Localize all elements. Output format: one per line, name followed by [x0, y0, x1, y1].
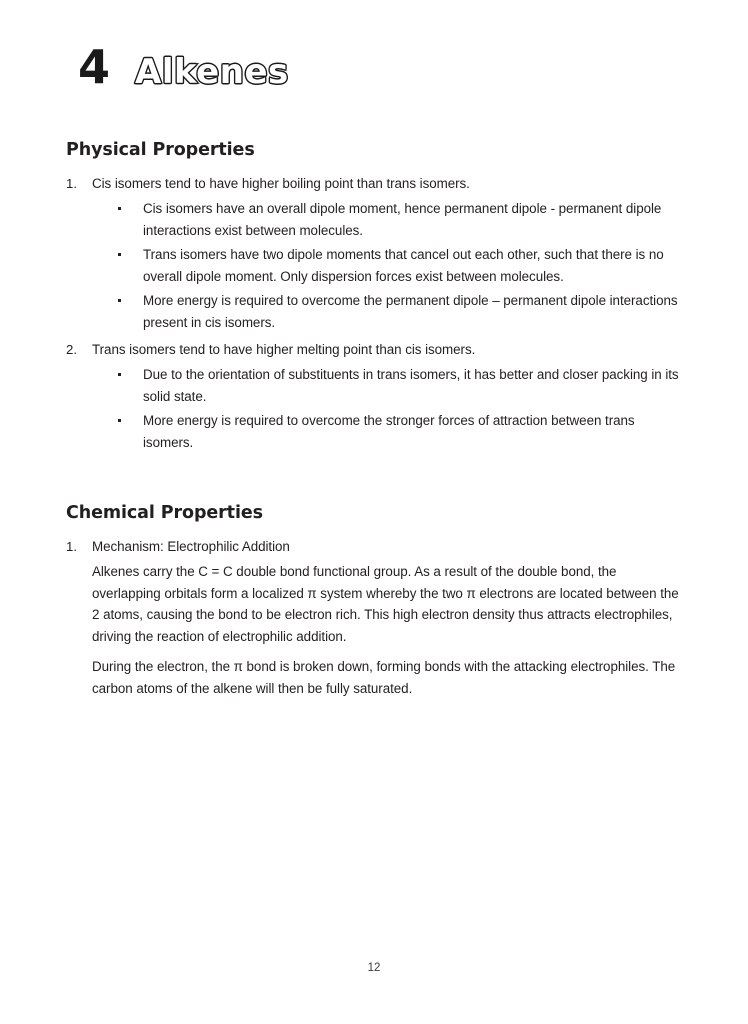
bullet-item-text: More energy is required to overcome the stronger forces of attraction between trans isomers. [143, 413, 635, 450]
bullet-item-text: Due to the orientation of substituents in trans isomers, it has better and closer packing in its solid state. [143, 367, 679, 404]
section-chemical-properties [66, 503, 682, 699]
bullet-dot-icon [118, 419, 121, 422]
numbered-list [66, 536, 682, 557]
chapter-number: 4 [78, 40, 110, 94]
bullet-dot-icon [118, 299, 121, 302]
section-physical-properties [66, 140, 682, 453]
bullet-list [92, 198, 682, 333]
bullet-dot-icon [118, 373, 121, 376]
bullet-list [92, 364, 682, 453]
body-paragraph: Alkenes carry the C = C double bond functional group. As a result of the double bond, the overlapping orbitals form a localized π system whereby the two π electrons are located between the 2 atoms, causing the bond to be electron rich. This high electron density thus attracts electrophiles, driving the reaction of electrophilic addition. [92, 564, 679, 644]
document-content [66, 140, 682, 699]
list-item-text: Mechanism: Electrophilic Addition [92, 539, 290, 554]
list-marker: 1. [66, 539, 77, 554]
list-item-text: Trans isomers tend to have higher melting point than cis isomers. [92, 342, 476, 357]
page-footer [0, 958, 748, 976]
bullet-item [117, 198, 682, 241]
bullet-item-text: More energy is required to overcome the permanent dipole – permanent dipole interactions present in cis isomers. [143, 293, 678, 330]
list-marker: 1. [66, 176, 77, 191]
bullet-item-text: Cis isomers have an overall dipole moment, hence permanent dipole - permanent dipole interactions exist between molecules. [143, 201, 662, 238]
bullet-item [117, 244, 682, 287]
chapter-header [78, 40, 289, 104]
list-item [66, 536, 682, 557]
section-spacer [66, 459, 682, 503]
bullet-dot-icon [118, 207, 121, 210]
bullet-dot-icon [118, 253, 121, 256]
bullet-item [117, 410, 682, 453]
bullet-item [117, 290, 682, 333]
bullet-item-text: Trans isomers have two dipole moments that cancel out each other, such that there is no overall dipole moment. Only dispersion forces exist between molecules. [143, 247, 664, 284]
list-item [66, 339, 682, 453]
list-marker: 2. [66, 342, 77, 357]
page-number: 12 [367, 962, 381, 974]
section-heading: Physical Properties [66, 140, 255, 160]
list-item [66, 173, 682, 333]
numbered-list [66, 173, 682, 453]
section-heading: Chemical Properties [66, 503, 263, 523]
bullet-item [117, 364, 682, 407]
chapter-title: Alkenes [135, 52, 289, 92]
list-item-text: Cis isomers tend to have higher boiling point than trans isomers. [92, 176, 470, 191]
body-paragraph: During the electron, the π bond is broken down, forming bonds with the attacking electrophiles. The carbon atoms of the alkene will then be fully saturated. [92, 659, 676, 696]
